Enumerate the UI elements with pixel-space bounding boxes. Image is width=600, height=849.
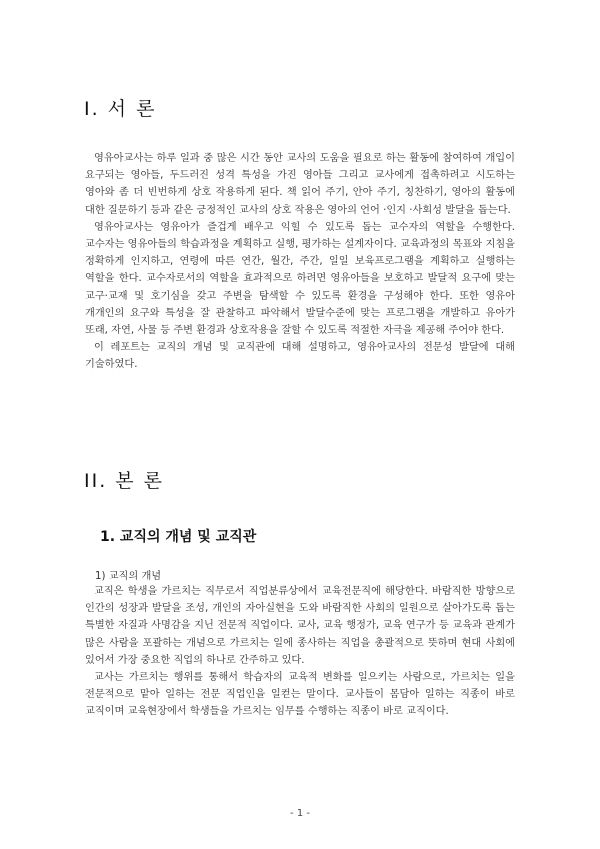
subsection-1-label: 1) 교직의 개념 <box>95 571 162 582</box>
body-heading: II. 본 론 <box>84 470 165 492</box>
intro-paragraph-3: 이 레포트는 교직의 개념 및 교직관에 대해 설명하고, 영유아교사의 전문성 발달에 대해 기술하였다. <box>85 342 515 371</box>
section-1-paragraph-2: 교사는 가르치는 행위를 통해서 학습자의 교육적 변화를 일으키는 사람으로, 가르치는 일을 전문적으로 맡아 일하는 전문 직업인을 일컫는 말이다. 교사들이 몸담아 일하는 직종이 바로 교직이며 교육현장에서 학생들을 가르치는 임무를 수행하는 직종이 바로 교직이다. <box>85 672 515 718</box>
section-1-heading: 1. 교직의 개념 및 교직관 <box>100 529 257 545</box>
section-1-body <box>85 583 515 721</box>
intro-paragraph-2: 영유아교사는 영유아가 즐겁게 배우고 익힐 수 있도록 돕는 교수자의 역할을 수행한다. 교수자는 영유아들의 학습과정을 계획하고 실행, 평가하는 설계자이다. 교육과정의 목표와 지침을 정확하게 인지하고, 연령에 따른 연간, 월간, 주간, 일일 보육프로그램을 계획하고 실행하는 역할을 한다. 교수자로서의 역할을 효과적으로 하려면 영유아들을 보호하고 발달적 요구에 맞는 교구·교재 및 호기심을 갖고 주변을 탐색할 수 있도록 환경을 구성해야 한다. 또한 영유아 개개인의 요구와 특성을 잘 관찰하고 파악해서 발달수준에 맞는 프로그램을 개발하고 유아가 또래, 자연, 사물 등 주변 환경과 상호작용을 잘할 수 있도록 적절한 자극을 제공해 주어야 한다. <box>85 221 515 337</box>
intro-body <box>85 150 515 374</box>
intro-heading: I. 서 론 <box>84 98 157 120</box>
intro-paragraph-1: 영유아교사는 하루 일과 중 많은 시간 동안 교사의 도움을 필요로 하는 활동에 참여하여 개입이 요구되는 영아들, 두드러진 성격 특성을 가진 영아들 그리고 교사에게 접촉하려고 시도하는 영아와 좀 더 빈번하게 상호 작용하게 된다. 책 읽어 주기, 안아 주기, 칭찬하기, 영아의 활동에 대한 질문하기 등과 같은 긍정적인 교사의 상호 작용은 영아의 언어 ·인지 ·사회성 발달을 돕는다. <box>85 153 515 216</box>
section-1-paragraph-1: 교직은 학생을 가르치는 직무로서 직업분류상에서 교육전문직에 해당한다. 바람직한 방향으로 인간의 성장과 발달을 조성, 개인의 자아실현을 도와 바람직한 사회의 일원으로 살아가도록 돕는 특별한 자질과 사명감을 지닌 전문적 직업이다. 교사, 교육 행정가, 교육 연구가 등 교육과 관계가 많은 사람을 포괄하는 개념으로 가르치는 일에 종사하는 직업을 총괄적으로 뜻하며 현대 사회에 있어서 가장 중요한 직업의 하나로 간주하고 있다. <box>85 586 515 666</box>
page-number: - 1 - <box>290 808 310 819</box>
